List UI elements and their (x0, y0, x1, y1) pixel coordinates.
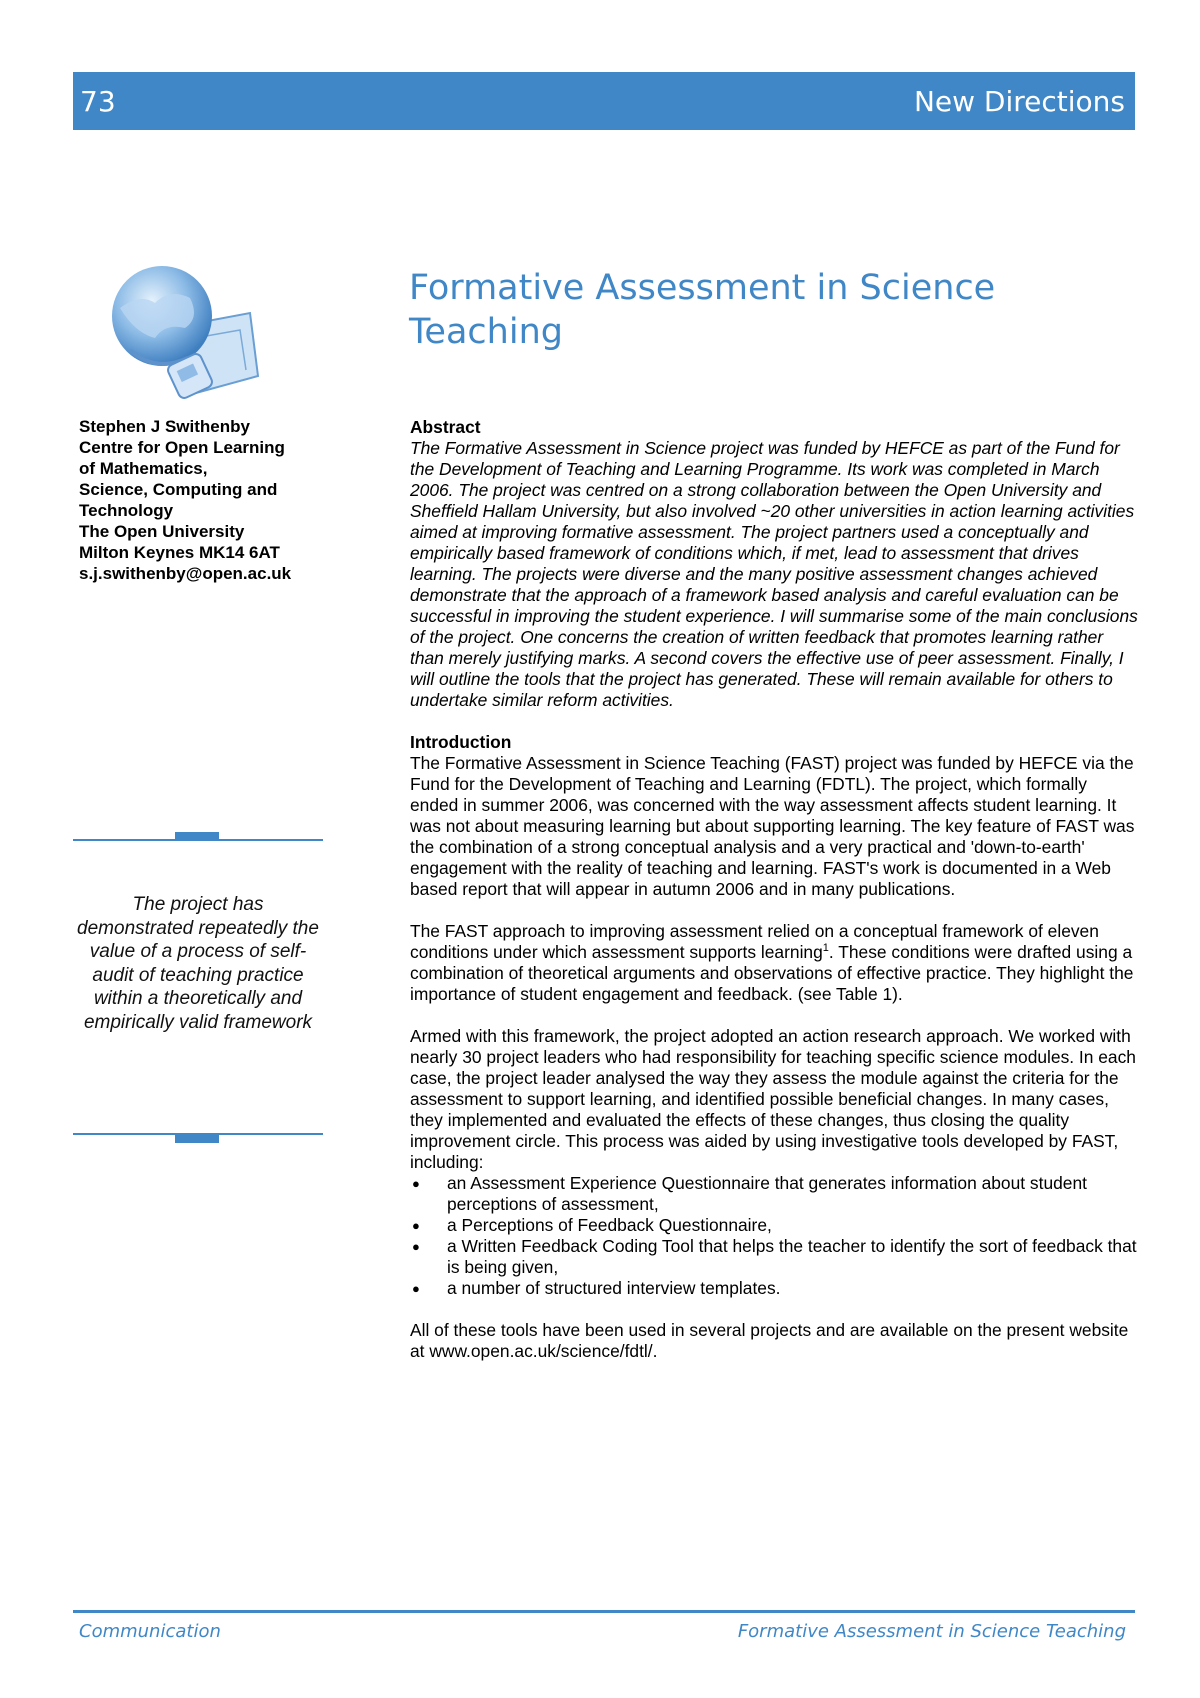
footnote-ref: 1 (822, 942, 829, 955)
divider-tab (175, 1135, 219, 1143)
pull-quote: The project has demonstrated repeatedly the value of a process of self-audit of teaching practice within a theoretically and empirically valid framework (77, 894, 319, 1033)
globe-illustration (100, 258, 260, 408)
author-affiliation-line: Centre for Open Learning (79, 438, 285, 457)
author-email: s.j.swithenby@open.ac.uk (79, 564, 292, 583)
paragraph: Armed with this framework, the project adopted an action research approach. We worked with nearly 30 project leaders who had responsibility for teaching specific science modules. In each case, the project leader analysed the way they assess the module against the criteria for the assessment to support learning, and identified possible beneficial changes. In many cases, they implemented and evaluated the effects of these changes, thus closing the quality improvement circle. This process was aided by using investigative tools developed by FAST, including: (410, 1026, 1136, 1172)
list-item: ● an Assessment Experience Questionnaire that generates information about student perceptions of assessment, (410, 1173, 1140, 1215)
divider-line (73, 839, 323, 841)
article-title: Formative Assessment in Science Teaching (409, 268, 996, 352)
list-item: ● a Perceptions of Feedback Questionnaire, (410, 1215, 1140, 1236)
footer-divider (73, 1610, 1135, 1613)
author-affiliation-line: The Open University (79, 522, 245, 541)
author-affiliation-line: Technology (79, 501, 174, 520)
abstract-text: The Formative Assessment in Science project was funded by HEFCE as part of the Fund for the Development of Teaching and Learning Programme. Its work was completed in March 2006. The project was centred on a strong collaboration between the Open University and Sheffield Hallam University, but also involved ~20 other universities in action learning activities aimed at improving formative assessment. The project partners used a conceptually and empirically based framework of conditions which, if met, lead to assessment that drives learning. The projects were diverse and the many positive assessment changes achieved demonstrate that the approach of a framework based analysis and careful evaluation can be successful in improving the student experience. I will summarise some of the main conclusions of the project. One concerns the creation of written feedback that promotes learning rather than merely justifying marks. A second covers the effective use of peer assessment. Finally, I will outline the tools that the project has generated. These will remain available for others to undertake similar reform activities. (410, 438, 1138, 710)
article-body (410, 417, 1140, 1362)
introduction-heading: Introduction (410, 732, 512, 752)
author-address: Milton Keynes MK14 6AT (79, 543, 280, 562)
footer-left: Communication (79, 1621, 221, 1642)
author-name: Stephen J Swithenby (79, 417, 250, 436)
list-item: ● a Written Feedback Coding Tool that helps the teacher to identify the sort of feedback that is being given, (410, 1236, 1140, 1278)
footer-right: Formative Assessment in Science Teaching (737, 1621, 1126, 1642)
author-affiliation-line: of Mathematics, (79, 459, 208, 478)
paragraph: All of these tools have been used in several projects and are available on the present website at www.open.ac.uk/science/fdtl/. (410, 1320, 1129, 1361)
author-info (79, 416, 339, 584)
abstract-heading: Abstract (410, 417, 481, 437)
author-affiliation-line: Science, Computing and (79, 480, 278, 499)
header-bar (73, 72, 1135, 130)
page-number: 73 (80, 85, 116, 118)
paragraph: The Formative Assessment in Science Teaching (FAST) project was funded by HEFCE via the Fund for the Development of Teaching and Learning (FDTL). The project, which formally ended in summer 2006, was concerned with the way assessment affects student learning. It was not about measuring learning but about supporting learning. The key feature of FAST was the combination of a strong conceptual analysis and a very practical and 'down-to-earth' engagement with the reality of teaching and learning. FAST's work is documented in a Web based report that will appear in autumn 2006 and in many publications. (410, 753, 1135, 899)
section-title: New Directions (913, 85, 1125, 118)
paragraph: The FAST approach to improving assessment relied on a conceptual framework of eleven conditions under which assessment supports learning$^1$. These conditions were drafted using a combination of theoretical arguments and observations of effective practice. They highlight the importance of student engagement and feedback. (see Table 1). (410, 921, 1134, 1004)
tools-list (410, 1173, 1140, 1299)
list-item: ● a number of structured interview templates. (410, 1278, 1140, 1299)
